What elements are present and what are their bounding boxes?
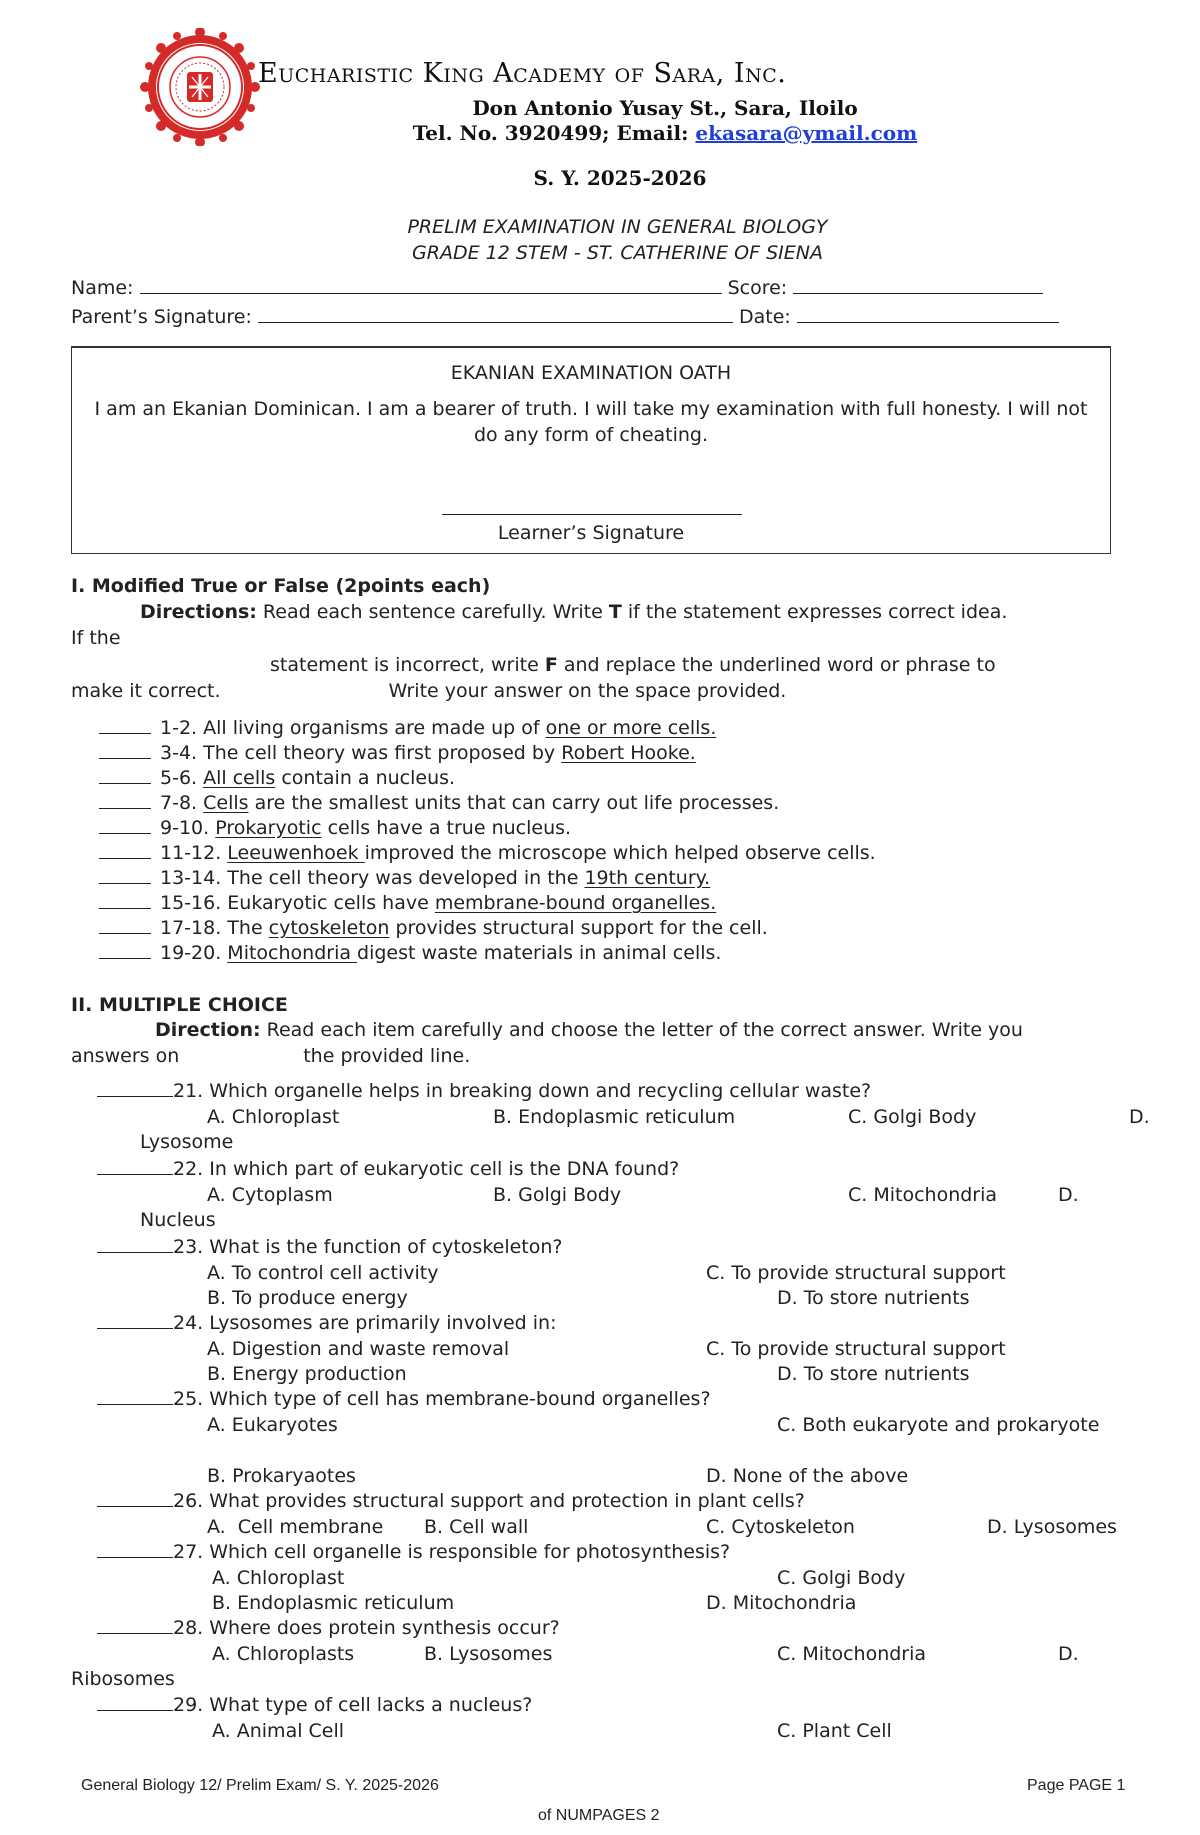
oath-text: I am an Ekanian Dominican. I am a bearer of truth. I will take my examination with full honesty. I will not do any form of cheating. bbox=[94, 398, 1088, 446]
question-text: 21. Which organelle helps in breaking down and recycling cellular waste? bbox=[173, 1080, 872, 1102]
answer-blank[interactable] bbox=[97, 1237, 173, 1253]
item-number: 3-4. bbox=[160, 742, 198, 764]
true-false-item: 1-2. All living organisms are made up of one or more cells. bbox=[99, 717, 716, 739]
footer-num-pages: of NUMPAGES 2 bbox=[538, 1807, 660, 1824]
answer-blank[interactable] bbox=[99, 918, 151, 934]
examination-oath-box bbox=[71, 346, 1111, 554]
true-false-item: 7-8. Cells are the smallest units that can carry out life processes. bbox=[99, 792, 779, 814]
school-name: Eucharistic King Academy of Sara, Inc. bbox=[258, 58, 787, 89]
item-number: 11-12. bbox=[160, 842, 222, 864]
answer-blank[interactable] bbox=[99, 843, 151, 859]
choice-b: B. Endoplasmic reticulum bbox=[493, 1106, 736, 1128]
question-row bbox=[97, 1080, 871, 1102]
underlined-phrase: 19th century. bbox=[584, 867, 711, 889]
choice-b: B. Cell wall bbox=[424, 1516, 529, 1538]
true-false-item: 11-12. Leeuwenhoek improved the microscope which helped observe cells. bbox=[99, 842, 876, 864]
item-number: 17-18. bbox=[160, 917, 222, 939]
choice-c: C. Plant Cell bbox=[777, 1720, 892, 1742]
underlined-phrase: Leeuwenhoek bbox=[227, 842, 365, 864]
answer-blank[interactable] bbox=[99, 793, 151, 809]
footer-left: General Biology 12/ Prelim Exam/ S. Y. 2025-2026 bbox=[81, 1777, 439, 1794]
underlined-phrase: Prokaryotic bbox=[215, 817, 322, 839]
item-number: 7-8. bbox=[160, 792, 198, 814]
answer-blank[interactable] bbox=[97, 1313, 173, 1329]
true-false-item: 19-20. Mitochondria digest waste materials in animal cells. bbox=[99, 942, 721, 964]
choice-c: C. To provide structural support bbox=[706, 1338, 1006, 1360]
answer-blank[interactable] bbox=[99, 943, 151, 959]
choice-b: B. Lysosomes bbox=[424, 1643, 553, 1665]
answer-blank[interactable] bbox=[99, 868, 151, 884]
answer-blank[interactable] bbox=[97, 1491, 173, 1507]
choice-b: B. Golgi Body bbox=[493, 1184, 622, 1206]
choice-d: D. bbox=[1058, 1184, 1079, 1206]
true-false-item: 9-10. Prokaryotic cells have a true nucleus. bbox=[99, 817, 571, 839]
score-field[interactable] bbox=[793, 276, 1043, 294]
question-text: 23. What is the function of cytoskeleton? bbox=[173, 1236, 563, 1258]
footer-page-number: Page PAGE 1 bbox=[1027, 1777, 1126, 1794]
parent-signature-field[interactable] bbox=[258, 305, 733, 323]
answer-blank[interactable] bbox=[97, 1081, 173, 1097]
underlined-phrase: Cells bbox=[203, 792, 249, 814]
underlined-phrase: Mitochondria bbox=[227, 942, 358, 964]
question-text: 27. Which cell organelle is responsible for photosynthesis? bbox=[173, 1541, 731, 1563]
question-row bbox=[97, 1490, 805, 1512]
section1-directions-line4: make it correct. Write your answer on the space provided. bbox=[71, 680, 787, 702]
contact-phone: Tel. No. 3920499; Email: bbox=[412, 121, 696, 145]
choice-a: A. Eukaryotes bbox=[207, 1414, 338, 1436]
score-label: Score: bbox=[727, 277, 788, 299]
name-field-row bbox=[71, 276, 1043, 299]
choice-a: A. Chloroplast bbox=[207, 1106, 340, 1128]
question-text: 28. Where does protein synthesis occur? bbox=[173, 1617, 560, 1639]
true-false-item: 17-18. The cytoskeleton provides structural support for the cell. bbox=[99, 917, 768, 939]
section1-title: I. Modified True or False (2points each) bbox=[71, 575, 491, 597]
choice-d: D. bbox=[1058, 1643, 1079, 1665]
question-text: 29. What type of cell lacks a nucleus? bbox=[173, 1694, 533, 1716]
answer-blank[interactable] bbox=[97, 1542, 173, 1558]
choice-a: A. Digestion and waste removal bbox=[207, 1338, 510, 1360]
choice-a: A. To control cell activity bbox=[207, 1262, 439, 1284]
school-year: S. Y. 2025-2026 bbox=[533, 166, 707, 190]
question-text: 24. Lysosomes are primarily involved in: bbox=[173, 1312, 557, 1334]
choice-b: B. Energy production bbox=[207, 1363, 407, 1385]
question-text: 25. Which type of cell has membrane-bound organelles? bbox=[173, 1388, 711, 1410]
item-number: 9-10. bbox=[160, 817, 210, 839]
section2-directions-line1: Direction: Read each item carefully and choose the letter of the correct answer. Write you bbox=[155, 1019, 1023, 1041]
question-row bbox=[97, 1312, 556, 1334]
answer-blank[interactable] bbox=[99, 743, 151, 759]
item-number: 15-16. bbox=[160, 892, 222, 914]
choice-d: D. Mitochondria bbox=[706, 1592, 857, 1614]
answer-blank[interactable] bbox=[99, 718, 151, 734]
true-false-item: 5-6. All cells contain a nucleus. bbox=[99, 767, 455, 789]
choice-d: D. bbox=[1129, 1106, 1150, 1128]
question-row bbox=[97, 1541, 730, 1563]
choice-a: A. Animal Cell bbox=[212, 1720, 345, 1742]
learner-signature-line[interactable] bbox=[442, 514, 742, 515]
parent-signature-label: Parent’s Signature: bbox=[71, 306, 252, 328]
oath-title: EKANIAN EXAMINATION OATH bbox=[450, 362, 732, 384]
choice-a: A. Chloroplasts bbox=[212, 1643, 355, 1665]
name-label: Name: bbox=[71, 277, 134, 299]
underlined-phrase: cytoskeleton bbox=[268, 917, 390, 939]
choice-d-wrap: Ribosomes bbox=[71, 1668, 175, 1690]
choice-b: B. Endoplasmic reticulum bbox=[212, 1592, 455, 1614]
direction-label: Direction: bbox=[155, 1019, 261, 1041]
question-row bbox=[97, 1617, 560, 1639]
true-false-item: 15-16. Eukaryotic cells have membrane-bound organelles. bbox=[99, 892, 716, 914]
email-link[interactable]: ekasara@ymail.com bbox=[695, 121, 918, 145]
school-address: Don Antonio Yusay St., Sara, Iloilo bbox=[472, 96, 858, 120]
choice-d: D. Lysosomes bbox=[987, 1516, 1117, 1538]
section1-directions-line1: Directions: Read each sentence carefully. Write T if the statement expresses correct idea. bbox=[140, 601, 1008, 623]
learner-signature-label: Learner’s Signature bbox=[497, 522, 685, 544]
choice-d: D. To store nutrients bbox=[777, 1363, 970, 1385]
section1-directions-line2: If the bbox=[71, 627, 121, 649]
answer-blank[interactable] bbox=[97, 1695, 173, 1711]
choice-c: C. Cytoskeleton bbox=[706, 1516, 855, 1538]
exam-subtitle: GRADE 12 STEM - ST. CATHERINE OF SIENA bbox=[412, 242, 823, 264]
choice-c: C. Golgi Body bbox=[777, 1567, 906, 1589]
choice-d-wrap: Lysosome bbox=[140, 1131, 234, 1153]
choice-d-wrap: Nucleus bbox=[140, 1209, 216, 1231]
underlined-phrase: All cells bbox=[203, 767, 276, 789]
question-text: 26. What provides structural support and protection in plant cells? bbox=[173, 1490, 805, 1512]
choice-c: C. Both eukaryote and prokaryote bbox=[777, 1414, 1100, 1436]
section2-directions-line2: answers on the provided line. bbox=[71, 1045, 471, 1067]
choice-d: D. None of the above bbox=[706, 1465, 909, 1487]
answer-blank[interactable] bbox=[99, 768, 151, 784]
choice-c: C. To provide structural support bbox=[706, 1262, 1006, 1284]
school-contact bbox=[0, 121, 1200, 145]
choice-b: B. To produce energy bbox=[207, 1287, 408, 1309]
underlined-phrase: Robert Hooke. bbox=[561, 742, 696, 764]
choice-b: B. Prokaryaotes bbox=[207, 1465, 356, 1487]
choice-a: A. Cytoplasm bbox=[207, 1184, 333, 1206]
item-number: 1-2. bbox=[160, 717, 198, 739]
answer-blank[interactable] bbox=[97, 1389, 173, 1405]
date-label: Date: bbox=[738, 306, 791, 328]
date-field[interactable] bbox=[797, 305, 1059, 323]
item-number: 5-6. bbox=[160, 767, 198, 789]
answer-blank[interactable] bbox=[97, 1618, 173, 1634]
item-number: 13-14. bbox=[160, 867, 222, 889]
parent-signature-row bbox=[71, 305, 1059, 328]
underlined-phrase: one or more cells. bbox=[545, 717, 717, 739]
choice-c: C. Mitochondria bbox=[848, 1184, 998, 1206]
question-row bbox=[97, 1388, 711, 1410]
exam-title: PRELIM EXAMINATION IN GENERAL BIOLOGY bbox=[407, 216, 828, 238]
choice-c: C. Golgi Body bbox=[848, 1106, 977, 1128]
true-false-item: 3-4. The cell theory was first proposed by Robert Hooke. bbox=[99, 742, 696, 764]
answer-blank[interactable] bbox=[99, 893, 151, 909]
item-number: 19-20. bbox=[160, 942, 222, 964]
question-row bbox=[97, 1236, 563, 1258]
section1-directions-line3: statement is incorrect, write F and replace the underlined word or phrase to bbox=[270, 654, 996, 676]
choice-d: D. To store nutrients bbox=[777, 1287, 970, 1309]
question-row bbox=[97, 1158, 679, 1180]
true-false-item: 13-14. The cell theory was developed in the 19th century. bbox=[99, 867, 710, 889]
directions-label: Directions: bbox=[140, 601, 257, 623]
answer-blank[interactable] bbox=[97, 1159, 173, 1175]
question-row bbox=[97, 1694, 532, 1716]
choice-a: A. Chloroplast bbox=[212, 1567, 345, 1589]
question-text: 22. In which part of eukaryotic cell is the DNA found? bbox=[173, 1158, 680, 1180]
choice-a: A. Cell membrane bbox=[207, 1516, 384, 1538]
section2-title: II. MULTIPLE CHOICE bbox=[71, 994, 288, 1016]
name-field[interactable] bbox=[140, 276, 722, 294]
choice-c: C. Mitochondria bbox=[777, 1643, 927, 1665]
answer-blank[interactable] bbox=[99, 818, 151, 834]
underlined-phrase: membrane-bound organelles. bbox=[434, 892, 717, 914]
